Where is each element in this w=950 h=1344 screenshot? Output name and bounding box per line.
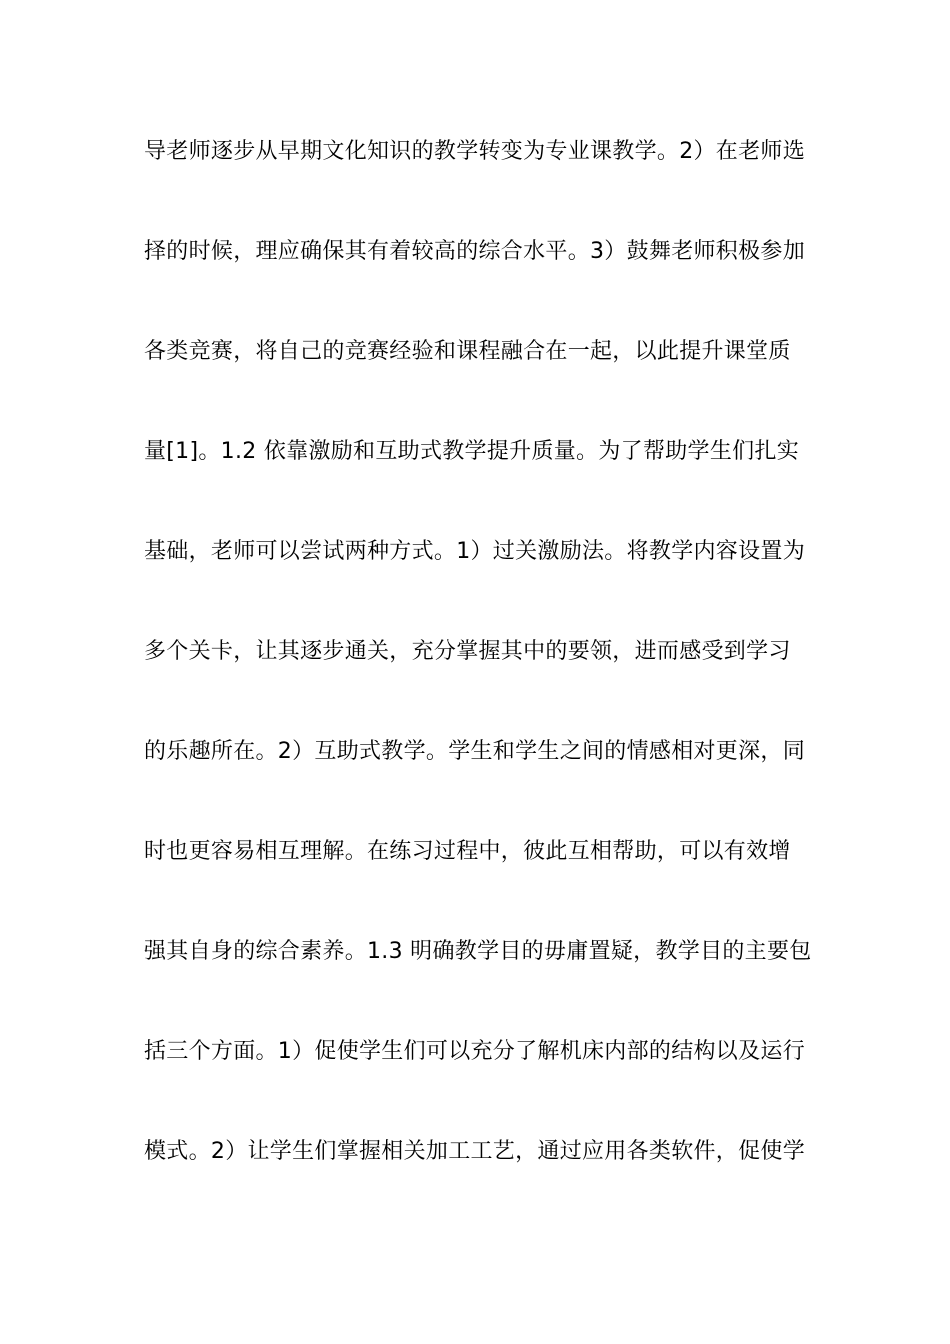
text-line: 模式。2）让学生们掌握相关加工工艺，通过应用各类软件，促使学 (144, 1139, 805, 1164)
text-line: 时也更容易相互理解。在练习过程中，彼此互相帮助，可以有效增 (144, 839, 791, 864)
text-line: 各类竞赛，将自己的竞赛经验和课程融合在一起，以此提升课堂质 (144, 339, 791, 364)
text-line: 基础，老师可以尝试两种方式。1）过关激励法。将教学内容设置为 (144, 539, 805, 564)
text-line: 择的时候，理应确保其有着较高的综合水平。3）鼓舞老师积极参加 (144, 239, 805, 264)
text-line: 导老师逐步从早期文化知识的教学转变为专业课教学。2）在老师选 (144, 139, 805, 164)
body-text (144, 130, 814, 1230)
text-line: 强其自身的综合素养。1.3 明确教学目的毋庸置疑，教学目的主要包 (144, 939, 812, 964)
text-line: 的乐趣所在。2）互助式教学。学生和学生之间的情感相对更深，同 (144, 739, 805, 764)
text-line: 多个关卡，让其逐步通关，充分掌握其中的要领，进而感受到学习 (144, 639, 791, 664)
text-line: 括三个方面。1）促使学生们可以充分了解机床内部的结构以及运行 (144, 1039, 805, 1064)
text-line: 量[1]。1.2 依靠激励和互助式教学提升质量。为了帮助学生们扎实 (144, 439, 800, 464)
